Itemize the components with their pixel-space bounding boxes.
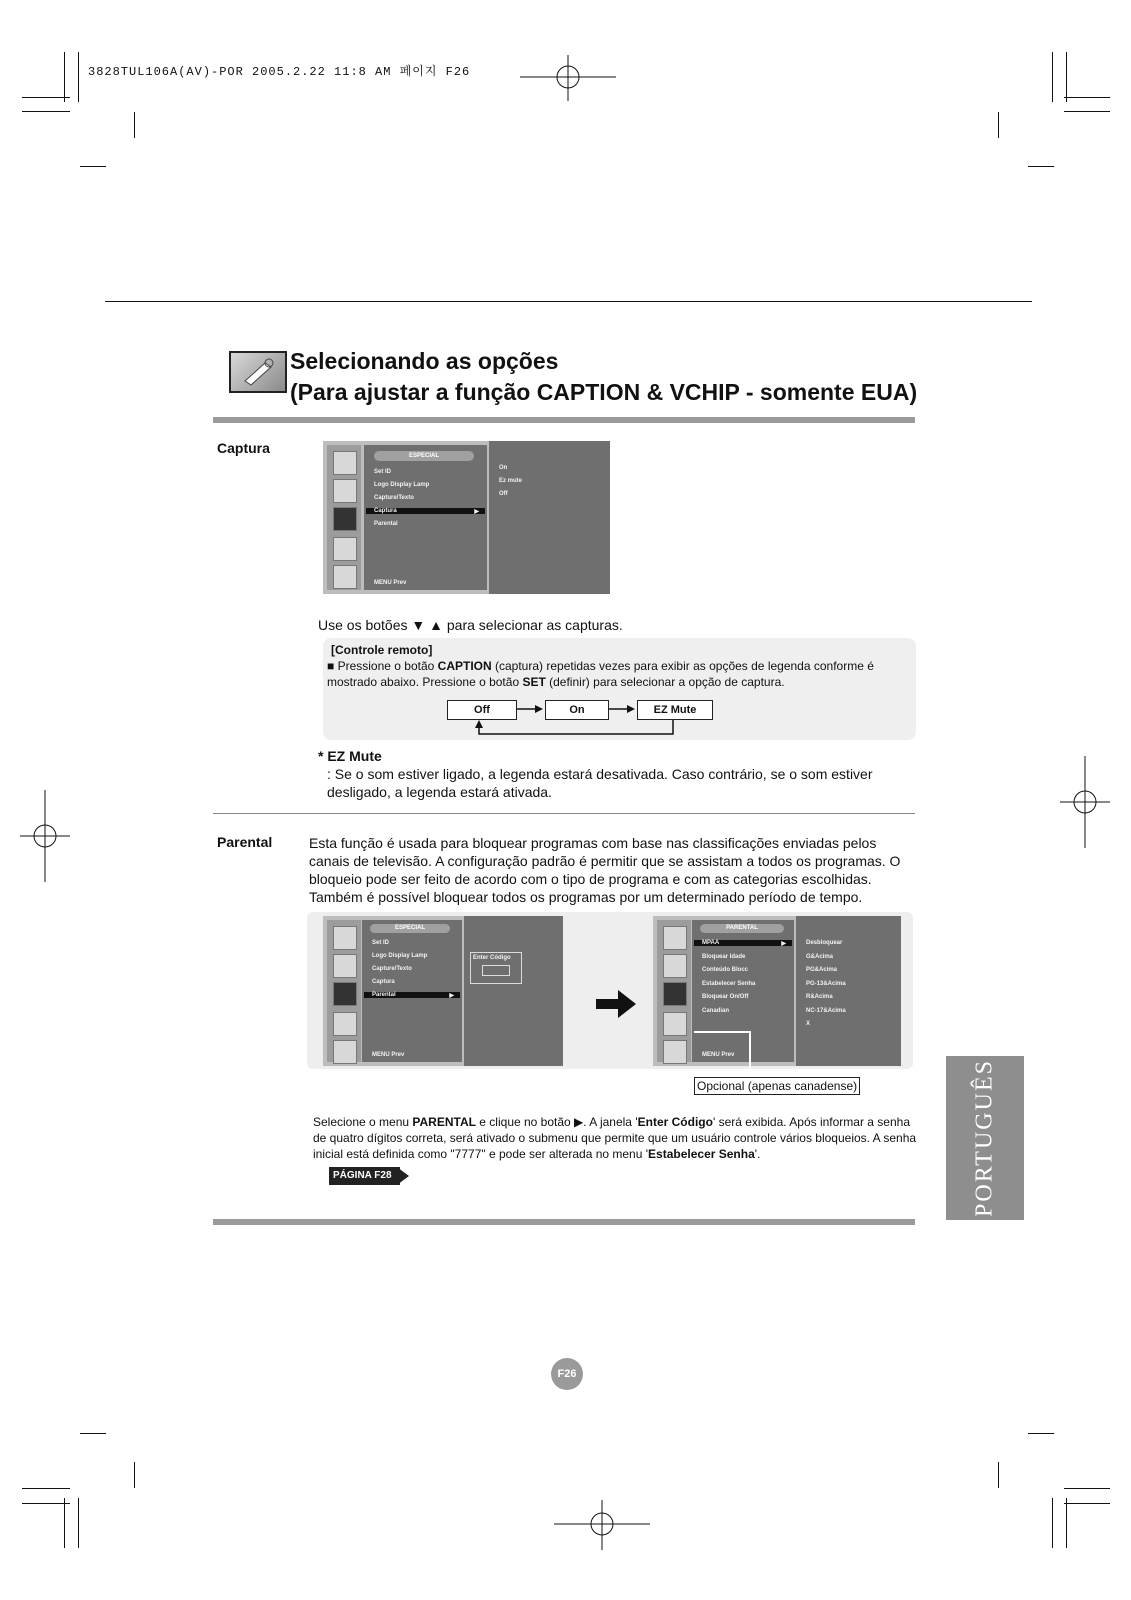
captura-osd-screenshot	[323, 441, 610, 594]
crop-mark	[1028, 1433, 1054, 1434]
osd-menu-item: Bloquear Idade	[702, 953, 746, 960]
osd-menu-item: Captura ▶	[366, 508, 485, 514]
parental-label: Parental	[217, 834, 273, 850]
bottom-rule	[213, 1219, 915, 1225]
special-icon	[333, 507, 357, 531]
osd-sidebar	[327, 920, 361, 1062]
page-reference-tag: PÁGINA F28	[329, 1167, 400, 1185]
enter-code-popup: Enter Código	[470, 952, 522, 984]
flow-arrows	[443, 698, 723, 738]
crop-mark	[134, 1462, 135, 1488]
sound-icon	[333, 954, 357, 978]
crop-mark	[80, 166, 106, 167]
osd-menu-item: NC-17&Acima	[806, 1007, 846, 1014]
title-line-1: Selecionando as opções	[290, 348, 559, 374]
sound-icon	[663, 954, 687, 978]
osd-menu	[362, 920, 462, 1062]
title-line-2: (Para ajustar a função CAPTION & VCHIP - somente EUA)	[290, 379, 918, 405]
callout-line	[690, 1030, 760, 1080]
flow-off: Off	[447, 700, 517, 720]
pip-icon	[333, 1040, 357, 1064]
picture-icon	[663, 926, 687, 950]
tag-arrow-icon	[397, 1167, 409, 1185]
osd-menu-item: Conteúdo Blocc	[702, 967, 748, 973]
osd-foot: MENU Prev	[702, 1052, 735, 1058]
code-field	[482, 965, 510, 976]
registration-mark-icon	[20, 790, 70, 882]
osd-menu-item: Desbloquear	[806, 940, 843, 946]
tool-icon	[229, 351, 287, 393]
osd-sidebar	[657, 920, 691, 1062]
osd-menu-item: PG&Acima	[806, 967, 838, 973]
crop-mark	[64, 1498, 65, 1548]
sound-icon	[333, 479, 357, 503]
osd-menu-item: X	[806, 1021, 811, 1027]
crop-mark	[80, 1433, 106, 1434]
crop-mark	[998, 112, 999, 138]
osd-submenu	[796, 916, 901, 1066]
crop-mark	[78, 1498, 79, 1548]
osd-menu-item: Ez mute	[499, 478, 523, 484]
crop-mark	[22, 97, 70, 98]
captura-label: Captura	[217, 440, 270, 456]
crop-mark	[1064, 111, 1110, 112]
osd-menu-item: Capture/Texto	[372, 966, 412, 972]
registration-mark-icon	[520, 55, 616, 101]
osd-menu	[364, 445, 487, 590]
crop-mark	[1028, 166, 1054, 167]
pip-icon	[333, 565, 357, 589]
osd-menu-head: ESPECIAL	[370, 924, 450, 933]
page-number: F26	[551, 1358, 583, 1390]
osd-menu-item: Captura	[372, 979, 395, 985]
crop-mark	[1064, 97, 1110, 98]
osd-menu-head: ESPECIAL	[374, 451, 474, 461]
crop-mark	[998, 1462, 999, 1488]
flow-on: On	[545, 700, 609, 720]
osd-menu-item: Off	[499, 491, 508, 497]
arrow-right-icon	[596, 990, 638, 1018]
crop-mark	[22, 1503, 70, 1504]
submenu-arrow-icon: ▶	[474, 509, 479, 515]
osd-foot: MENU Prev	[374, 580, 407, 586]
special-icon	[333, 982, 357, 1006]
pip-icon	[663, 1040, 687, 1064]
osd-menu-item: R&Acima	[806, 994, 833, 1000]
crop-mark	[22, 1488, 70, 1489]
crop-mark	[78, 52, 79, 102]
osd-menu-item: Set ID	[374, 469, 392, 475]
crop-mark	[1066, 52, 1067, 102]
language-tab: PORTUGUÊS	[946, 1056, 1024, 1220]
crop-mark	[1064, 1503, 1110, 1504]
crop-mark	[22, 111, 70, 112]
osd-menu-item: Estabelecer Senha	[702, 980, 756, 987]
parental-text: Esta função é usada para bloquear programas com base nas classificações enviadas pelos canais de televisão. A configuração padrão é permitir que se assistam a todos os programas. O bloqueio pode ser feito de acordo com o tipo de programa e com as categorias escolhidas. Também é possível bloquear todos os programas por um determinado período de tempo.	[309, 835, 901, 905]
remote-control-box	[323, 638, 916, 740]
osd-foot: MENU Prev	[372, 1052, 405, 1058]
setup-icon	[333, 537, 357, 561]
osd-menu-item: G&Acima	[806, 953, 834, 960]
parental-select-text: Selecione o menu PARENTAL e clique no botão ▶. A janela 'Enter Código' será exibida. Após informar a senha de quatro dígitos correta, será ativado o submenu que permite que um usuário controle vários bloqueios. A senha inicial está definida como "7777" e pode ser alterada no menu 'Estabelecer Senha'.	[313, 1115, 917, 1161]
osd-menu-item: Logo Display Lamp	[374, 482, 430, 488]
top-rule	[105, 301, 1032, 302]
crop-mark	[1052, 1498, 1053, 1548]
osd-menu-item: Canadian	[702, 1007, 730, 1014]
submenu-arrow-icon: ▶	[781, 941, 786, 947]
crop-mark	[64, 52, 65, 102]
osd-menu-item: Parental ▶	[364, 992, 460, 998]
captura-instruction: Use os botões ▼ ▲ para selecionar as capturas.	[318, 617, 623, 633]
osd-menu-item: PG-13&Acima	[806, 980, 846, 987]
parental-osd-left	[323, 916, 563, 1066]
section-divider	[213, 813, 915, 814]
setup-icon	[333, 1012, 357, 1036]
flow-ez-mute: EZ Mute	[637, 700, 713, 720]
crop-mark	[1066, 1498, 1067, 1548]
print-header: 3828TUL106A(AV)-POR 2005.2.22 11:8 AM 페이지 F26	[88, 65, 471, 79]
registration-mark-icon	[1060, 756, 1110, 848]
remote-heading: [Controle remoto]	[331, 643, 433, 657]
osd-menu-item: Parental	[374, 521, 398, 527]
special-icon	[663, 982, 687, 1006]
registration-mark-icon	[554, 1500, 650, 1550]
osd-menu-item: Set ID	[372, 940, 390, 946]
optional-label: Opcional (apenas canadense)	[694, 1077, 860, 1095]
osd-menu-item: MPAA ▶	[694, 940, 792, 946]
osd-submenu	[489, 441, 610, 594]
ez-mute-text: : Se o som estiver ligado, a legenda estará desativada. Caso contrário, se o som estiver desligado, a legenda estará ativada.	[327, 766, 873, 800]
osd-menu-item: On	[499, 465, 508, 471]
page-title	[290, 346, 917, 408]
osd-menu-head: PARENTAL	[700, 924, 784, 933]
osd-menu-item: Bloquear On/Off	[702, 994, 749, 1000]
picture-icon	[333, 451, 357, 475]
osd-submenu	[464, 916, 563, 1066]
arrow-keys-icon: ▼ ▲	[411, 617, 443, 633]
crop-mark	[1052, 52, 1053, 102]
crop-mark	[134, 112, 135, 138]
submenu-arrow-icon: ▶	[449, 993, 454, 999]
title-rule	[213, 417, 915, 423]
osd-sidebar	[327, 445, 361, 590]
osd-menu-item: Logo Display Lamp	[372, 953, 428, 959]
setup-icon	[663, 1012, 687, 1036]
osd-menu-item: Capture/Texto	[374, 495, 414, 501]
remote-text: ■ Pressione o botão CAPTION (captura) repetidas vezes para exibir as opções de legenda conforme é mostrado abaixo. Pressione o botão SET (definir) para selecionar a opção de captura.	[327, 659, 874, 689]
ez-mute-title: * EZ Mute	[318, 748, 382, 764]
picture-icon	[333, 926, 357, 950]
crop-mark	[1064, 1488, 1110, 1489]
